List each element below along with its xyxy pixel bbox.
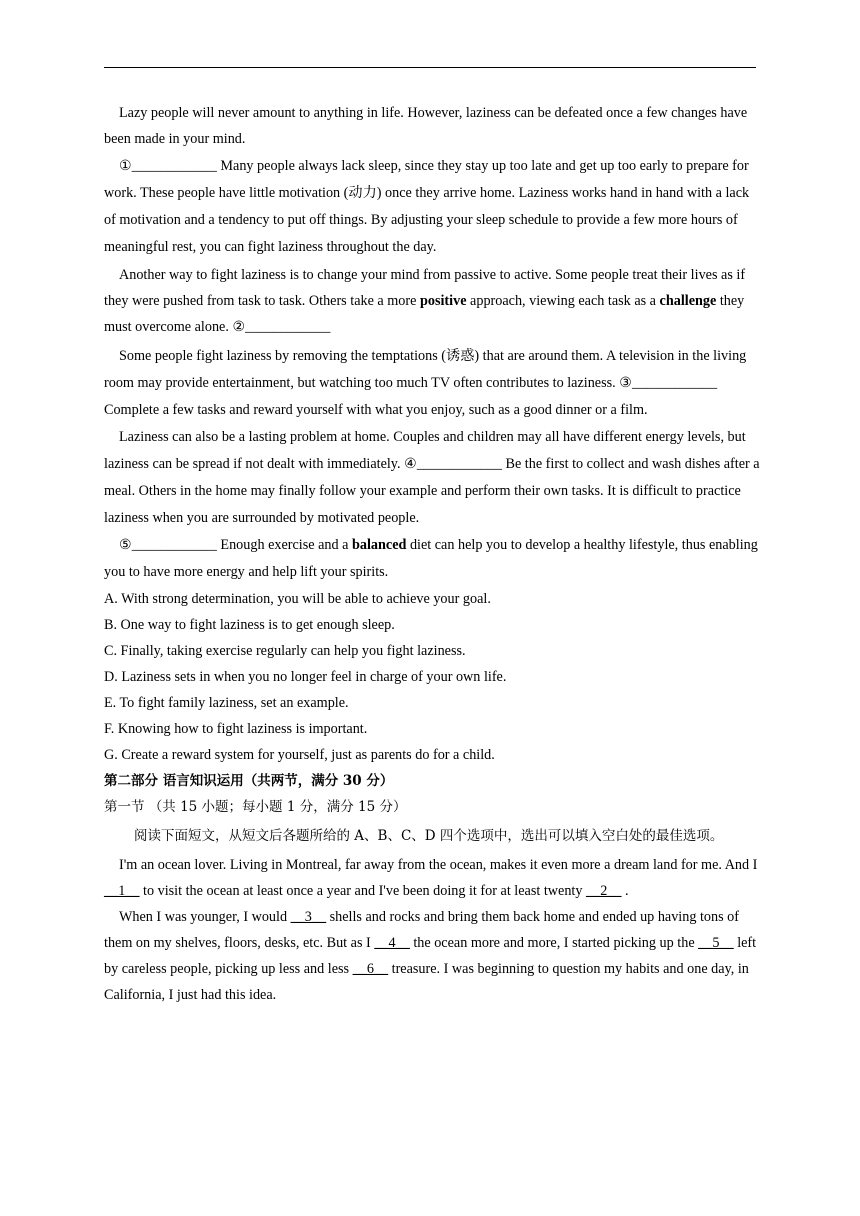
paragraph-5-text-a: Enough exercise and a (216, 537, 352, 553)
cloze-2-text-e: treasure. I was beginning to question my habits and one day, in California, I just had this idea. (104, 961, 749, 1003)
paragraph-1-text: Many people always lack sleep, since they stay up too late and get up too early to prepare for work. These people have little motivation (动力) once they arrive home. Laziness works hand in hand with a lack of motivation and a tendency to put off things. By adjusting your sleep schedule to provide a few more hours of meaningful rest, you can fight laziness throughout the day. (104, 158, 750, 255)
answer-blank-2[interactable]: ____________ (245, 319, 331, 335)
cloze-blank-2[interactable]: __2__ (586, 883, 622, 899)
bold-word-challenge: challenge (659, 293, 717, 309)
section-one-heading: 第一节 （共 15 小题；每小题 1 分，满分 15 分） (104, 799, 407, 815)
paragraph-2-text-b: approach, viewing each task as a (466, 293, 660, 309)
options-list (104, 586, 760, 768)
paragraph-4-text-a: Laziness can also be a lasting problem at home. Couples and children may all have different energy levels, but laziness can be spread if not dealt with immediately. (104, 429, 746, 472)
passage-intro: Lazy people will never amount to anything in life. However, laziness can be defeated once a few changes have been made in your mind. (104, 105, 748, 147)
cloze-2-text-d: left by careless people, picking up less and less (104, 935, 757, 977)
cloze-1-text-b: to visit the ocean at least once a year and I've been doing it for at least twenty (139, 883, 587, 899)
paragraph-2-text-a: Another way to fight laziness is to change your mind from passive to active. Some people treat their lives as if they were pushed from task to task. Others take a more (104, 267, 746, 309)
paragraph-2-text-c: they must overcome alone. (104, 293, 745, 335)
bold-word-balanced: balanced (351, 537, 407, 553)
option-e[interactable]: E. To fight family laziness, set an example. (104, 695, 349, 711)
paragraph-5-text-b: diet can help you to develop a healthy lifestyle, thus enabling you to have more energy and help lift your spirits. (104, 537, 758, 580)
option-a[interactable]: A. With strong determination, you will be able to achieve your goal. (104, 591, 491, 607)
blank-number-3: ③ (619, 375, 632, 391)
cloze-1-text-c: . (621, 883, 629, 899)
cloze-blank-4[interactable]: __4__ (374, 935, 410, 951)
part-two-heading: 第二部分 语言知识运用（共两节，满分 30 分） (104, 773, 394, 789)
paragraph-3-text-b: Complete a few tasks and reward yourself with what you enjoy, such as a good dinner or a film. (104, 402, 648, 418)
blank-number-1: ① (119, 158, 132, 174)
option-f[interactable]: F. Knowing how to fight laziness is important. (104, 721, 368, 737)
cloze-2-text-b: shells and rocks and bring them back home and ended up having tons of them on my shelves, floors, desks, etc. But as I (104, 909, 739, 951)
cloze-paragraph-2 (104, 904, 760, 1008)
cloze-instruction: 阅读下面短文，从短文后各题所给的 A、B、C、D 四个选项中，选出可以填入空白处的最佳选项。 (134, 828, 724, 844)
header-rule (104, 67, 756, 68)
option-b[interactable]: B. One way to fight laziness is to get enough sleep. (104, 617, 395, 633)
cloze-2-text-c: the ocean more and more, I started picking up the (409, 935, 699, 951)
answer-blank-5[interactable]: ____________ (131, 537, 217, 553)
cloze-blank-1[interactable]: __1__ (104, 883, 140, 899)
passage-paragraph-1 (104, 153, 760, 261)
option-c[interactable]: C. Finally, taking exercise regularly can help you fight laziness. (104, 643, 466, 659)
cloze-blank-6[interactable]: __6__ (352, 961, 389, 977)
paragraph-4-text-b: Be the first to collect and wash dishes after a meal. Others in the home may finally follow your example and perform their own tasks. It is difficult to practice laziness when you are surrounded by motivated people. (104, 456, 760, 526)
passage-paragraph-3 (104, 343, 760, 424)
cloze-blank-5[interactable]: __5__ (698, 935, 734, 951)
option-d[interactable]: D. Laziness sets in when you no longer feel in charge of your own life. (104, 669, 507, 685)
blank-number-5: ⑤ (119, 537, 132, 553)
paragraph-3-text-a: Some people fight laziness by removing the temptations (诱惑) that are around them. A television in the living room may provide entertainment, but watching too much TV often contributes to laziness. (104, 348, 747, 391)
passage-paragraph-4 (104, 424, 760, 532)
cloze-paragraph-1 (104, 852, 760, 904)
passage-paragraph-5 (104, 532, 760, 586)
document-body (104, 100, 760, 1008)
blank-number-2: ② (232, 319, 246, 335)
answer-blank-4[interactable]: ____________ (416, 456, 502, 472)
answer-blank-1[interactable]: ____________ (131, 158, 217, 174)
cloze-1-text-a: I'm an ocean lover. Living in Montreal, far away from the ocean, makes it even more a dream land for me. And I (119, 857, 758, 873)
cloze-2-text-a: When I was younger, I would (119, 909, 291, 925)
blank-number-4: ④ (404, 456, 417, 472)
bold-word-positive: positive (419, 293, 467, 309)
cloze-blank-3[interactable]: __3__ (290, 909, 327, 925)
answer-blank-3[interactable]: ____________ (631, 375, 718, 391)
option-g[interactable]: G. Create a reward system for yourself, just as parents do for a child. (104, 747, 495, 763)
passage-paragraph-2 (104, 262, 760, 340)
